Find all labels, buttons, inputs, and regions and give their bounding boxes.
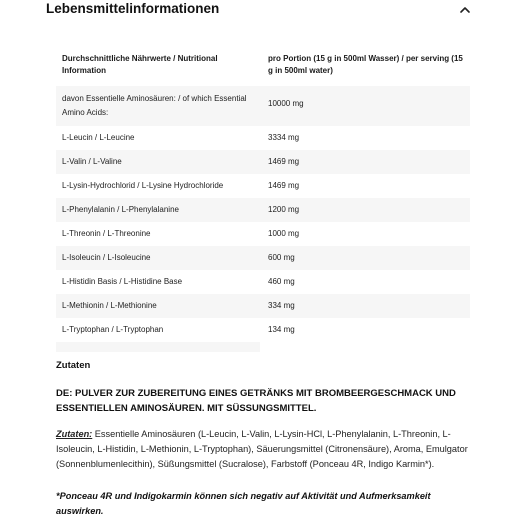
header-per-serving: pro Portion (15 g in 500ml Wasser) / per serving (15 g in 500ml water): [268, 54, 463, 75]
nutrient-value: 1469 mg: [268, 181, 300, 190]
nutrient-value: 1200 mg: [268, 205, 300, 214]
nutrient-name: L-Tryptophan / L-Tryptophan: [62, 325, 164, 334]
nutrient-name: L-Histidin Basis / L-Histidine Base: [62, 277, 183, 286]
ingredients-text: [56, 427, 476, 472]
nutrient-value: 3334 mg: [268, 133, 300, 142]
zutaten-title: Zutaten: [56, 360, 91, 371]
ingredients-label: Zutaten:: [56, 429, 93, 439]
section-title: Lebensmittelinformationen: [46, 1, 220, 16]
nutrient-name: davon Essentielle Aminosäuren: / of which Essential Amino Acids:: [62, 94, 247, 117]
nutrient-value: 600 mg: [268, 253, 295, 262]
section-header[interactable]: [46, 0, 476, 22]
table-row: [56, 246, 470, 270]
nutrient-name: L-Threonin / L-Threonine: [62, 229, 151, 238]
table-row: [56, 126, 470, 150]
nutrition-table: [56, 44, 470, 352]
table-row: [56, 150, 470, 174]
table-row: [56, 318, 470, 342]
nutrient-name: L-Leucin / L-Leucine: [62, 133, 135, 142]
nutrient-name: L-Valin / L-Valine: [62, 157, 122, 166]
nutrient-value: 334 mg: [268, 301, 295, 310]
nutrient-value: 1469 mg: [268, 157, 300, 166]
nutrient-value: 134 mg: [268, 325, 295, 334]
nutrient-name: L-Isoleucin / L-Isoleucine: [62, 253, 151, 262]
table-row: [56, 174, 470, 198]
warning-note: *Ponceau 4R und Indigokarmin können sich negativ auf Aktivität und Aufmerksamkeit auswirken.: [56, 491, 431, 516]
product-description-heading: DE: PULVER ZUR ZUBEREITUNG EINES GETRÄNKS MIT BROMBEERGESCHMACK UND ESSENTIELLEN AMINOSÄUREN. MIT SÜSSUNGSMITTEL.: [56, 388, 456, 414]
header-nutrient: Durchschnittliche Nährwerte / Nutritional Information: [62, 54, 218, 75]
nutrient-value: 460 mg: [268, 277, 295, 286]
chevron-up-icon[interactable]: [458, 3, 472, 17]
table-row: [56, 198, 470, 222]
table-row: [56, 294, 470, 318]
nutrient-value: 1000 mg: [268, 229, 300, 238]
table-row: [56, 222, 470, 246]
table-row: [56, 270, 470, 294]
table-row: [56, 86, 470, 126]
table-row-empty: [56, 342, 470, 352]
nutrient-name: L-Methionin / L-Methionine: [62, 301, 157, 310]
table-header-row: [56, 44, 470, 86]
ingredients-list: Essentielle Aminosäuren (L-Leucin, L-Valin, L-Lysin-HCl, L-Phenylalanin, L-Threonin, L-Isoleucin, L-Histidin, L-Methionin, L-Tryptophan), Säuerungsmittel (Citronensäure), Aroma, Emulgator (Sonnenblumenlecithin), Süßungsmittel (Sucralose), Farbstoff (Ponceau 4R, Indigo Karmin*).: [56, 429, 468, 469]
nutrient-name: L-Lysin-Hydrochlorid / L-Lysine Hydrochloride: [62, 181, 224, 190]
nutrient-name: L-Phenylalanin / L-Phenylalanine: [62, 205, 179, 214]
nutrient-value: 10000 mg: [268, 99, 304, 108]
